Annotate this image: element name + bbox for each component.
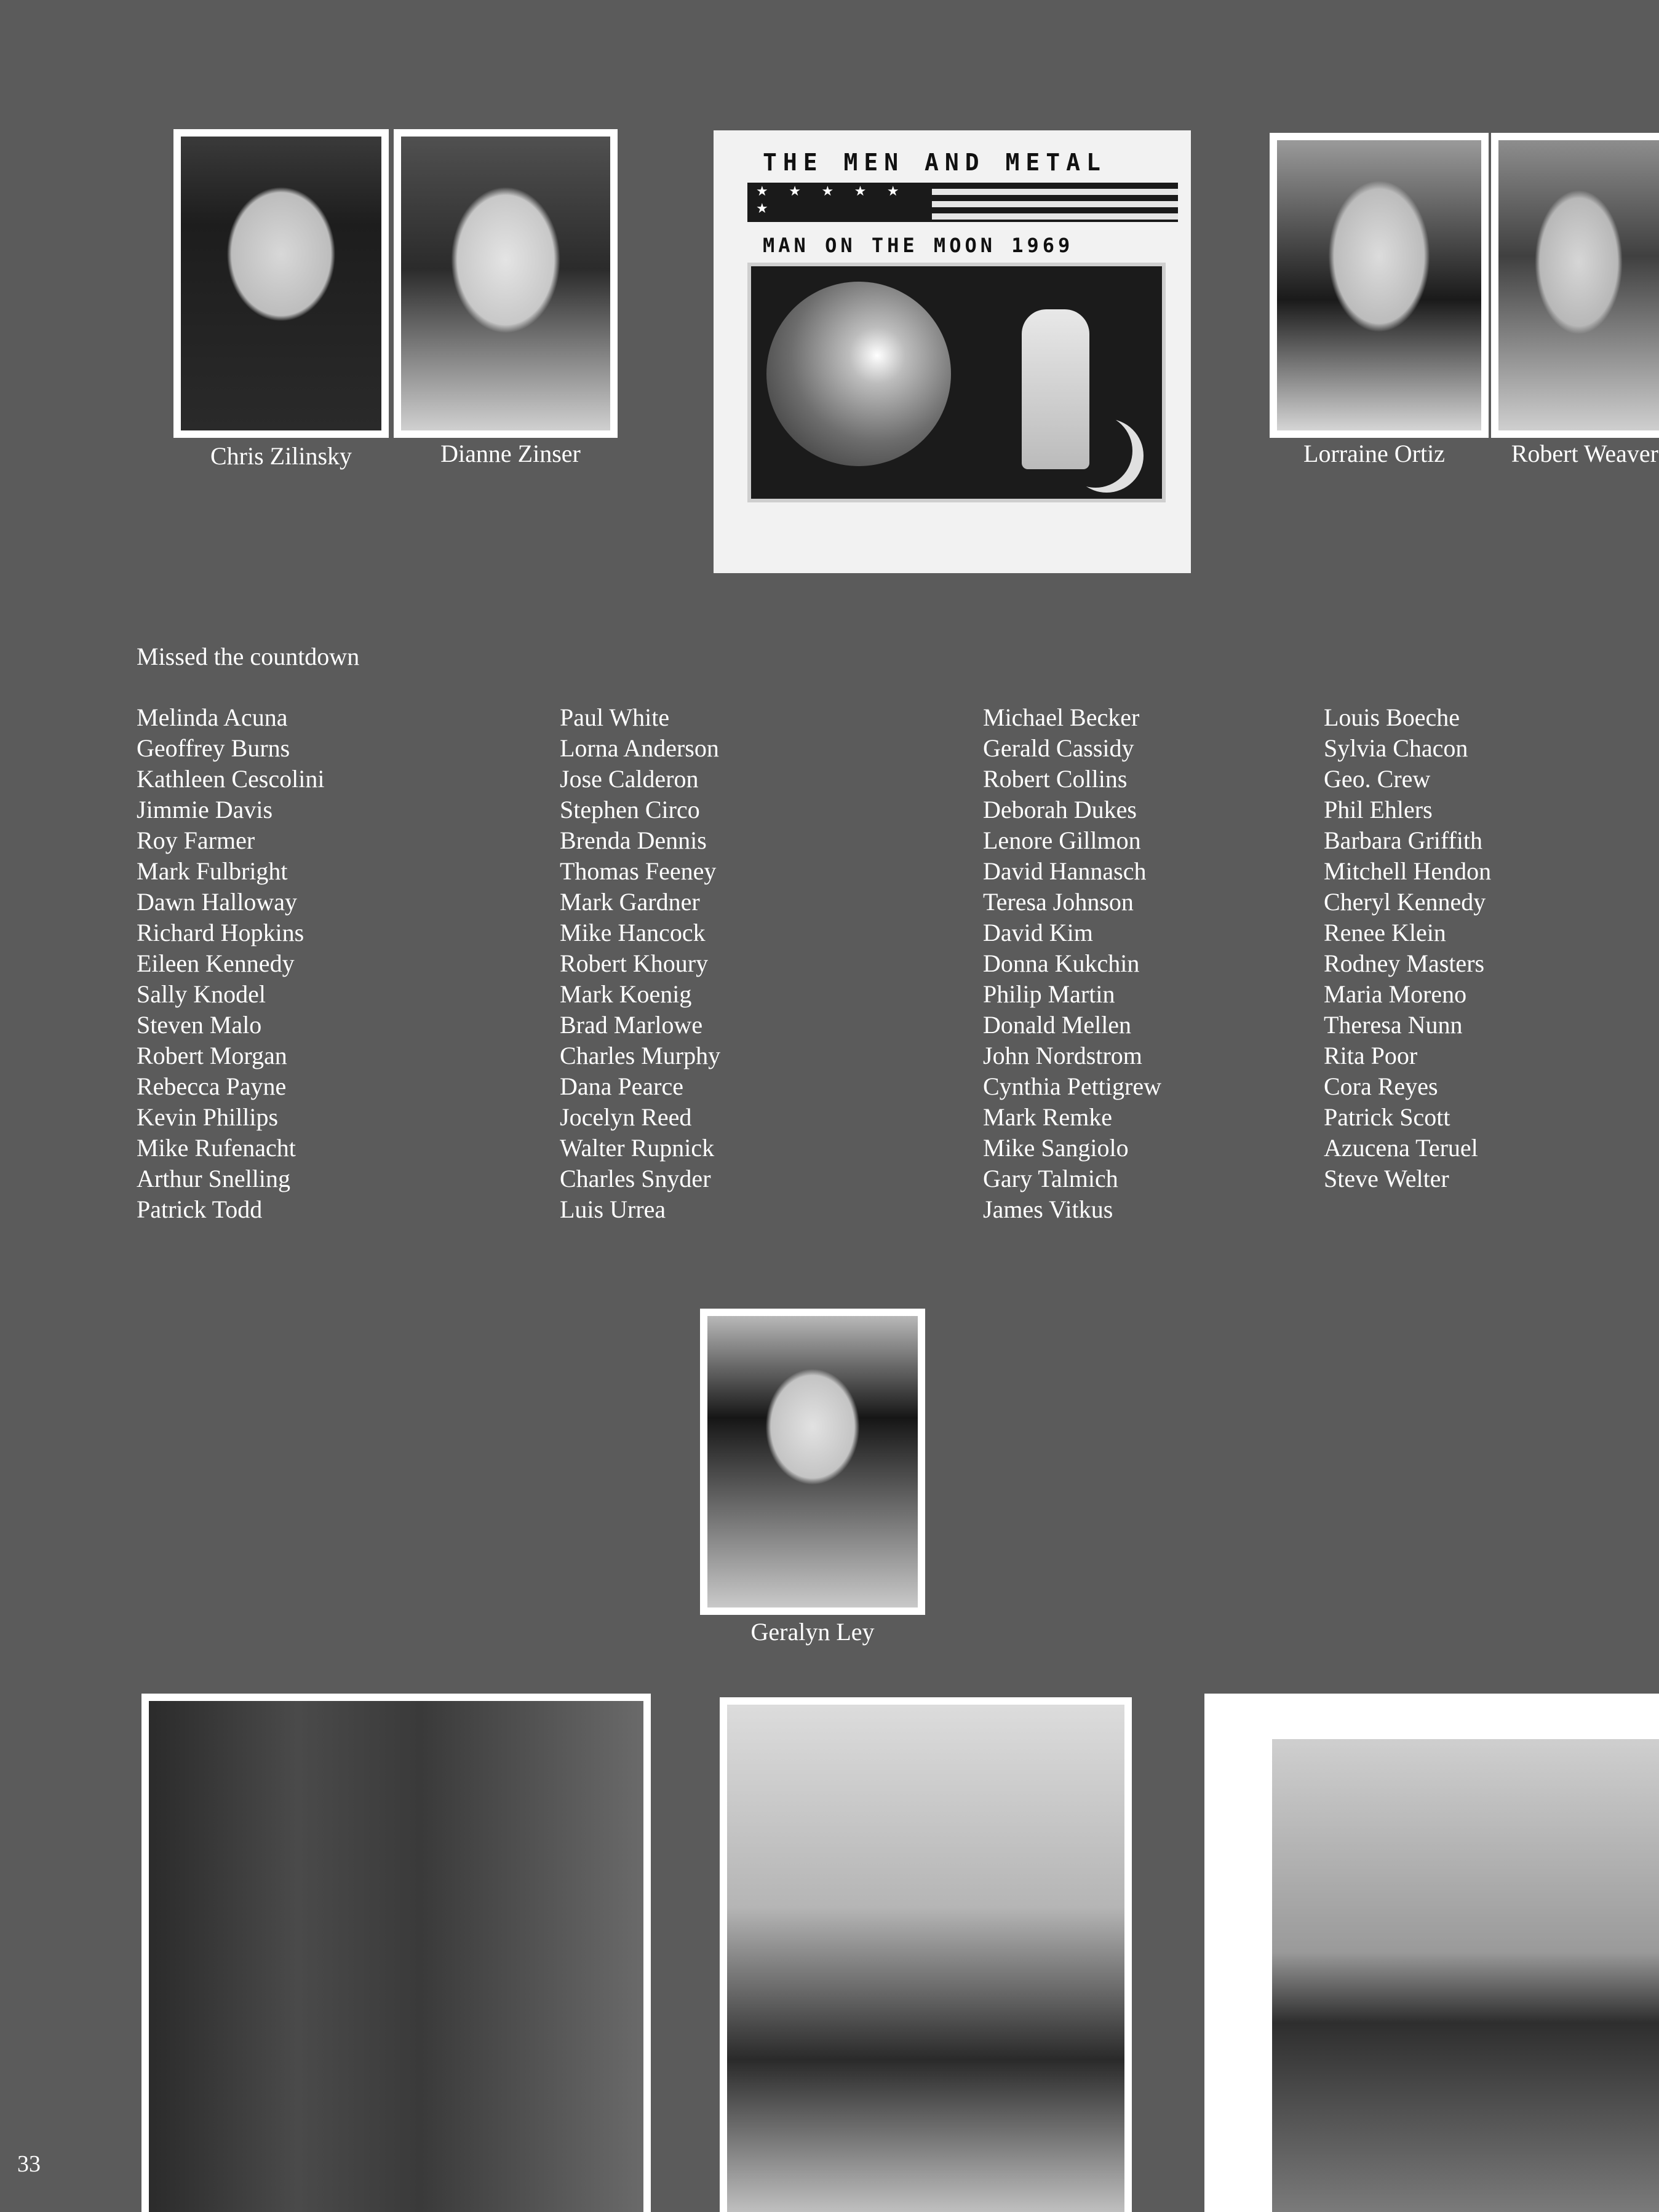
- name-column-3: [983, 702, 1161, 1225]
- list-item: Mark Gardner: [560, 888, 700, 916]
- list-item: Teresa Johnson: [983, 888, 1134, 916]
- list-item: Lorna Anderson: [560, 734, 719, 762]
- portrait-girl-photo: [707, 1316, 918, 1607]
- portrait-chris-zilinsky: [173, 129, 389, 438]
- list-item: James Vitkus: [983, 1195, 1113, 1223]
- list-item: Geo. Crew: [1324, 765, 1431, 793]
- name-column-1: [137, 702, 324, 1225]
- list-item: Jose Calderon: [560, 765, 699, 793]
- list-item: Stephen Circo: [560, 796, 700, 823]
- list-item: Theresa Nunn: [1324, 1011, 1463, 1039]
- list-item: Mark Koenig: [560, 980, 692, 1008]
- caption-lorraine-ortiz: Lorraine Ortiz: [1303, 440, 1445, 467]
- list-item: Patrick Todd: [137, 1195, 263, 1223]
- list-item: Charles Murphy: [560, 1042, 721, 1069]
- list-item: Brad Marlowe: [560, 1011, 703, 1039]
- list-item: Phil Ehlers: [1324, 796, 1433, 823]
- portrait-robert-weaver: [1491, 133, 1659, 438]
- list-item: Brenda Dennis: [560, 827, 707, 854]
- space-scene: [747, 263, 1166, 502]
- list-item: Arthur Snelling: [137, 1165, 290, 1192]
- portrait-dianne-zinser: [394, 129, 618, 438]
- list-item: Steven Malo: [137, 1011, 262, 1039]
- portrait-girl-photo: [1277, 140, 1481, 430]
- office-scene: [149, 1701, 643, 2212]
- classroom-photo: [1204, 1694, 1659, 2212]
- list-item: Mike Sangiolo: [983, 1134, 1129, 1162]
- list-item: Donald Mellen: [983, 1011, 1132, 1039]
- poster-subtitle: MAN ON THE MOON 1969: [763, 234, 1074, 257]
- list-item: Thomas Feeney: [560, 857, 717, 885]
- page-number: 33: [17, 2151, 41, 2177]
- list-item: Charles Snyder: [560, 1165, 711, 1192]
- portrait-geralyn-ley: [700, 1309, 925, 1615]
- crescent-moon-graphic: [1059, 414, 1132, 488]
- missed-countdown-heading: Missed the countdown: [137, 643, 360, 670]
- list-item: Jimmie Davis: [137, 796, 273, 823]
- name-column-4: [1324, 702, 1491, 1194]
- list-item: Mark Fulbright: [137, 857, 288, 885]
- list-item: Mitchell Hendon: [1324, 857, 1492, 885]
- name-column-2: [560, 702, 720, 1225]
- list-item: Robert Khoury: [560, 949, 709, 977]
- list-item: Renee Klein: [1324, 919, 1446, 946]
- portrait-boy-photo: [181, 137, 381, 430]
- list-item: David Hannasch: [983, 857, 1147, 885]
- caption-robert-weaver: Robert Weaver: [1511, 440, 1658, 467]
- list-item: Louis Boeche: [1324, 704, 1460, 731]
- list-item: Luis Urrea: [560, 1195, 666, 1223]
- list-item: Mike Hancock: [560, 919, 706, 946]
- list-item: Paul White: [560, 704, 670, 731]
- list-item: Sally Knodel: [137, 980, 266, 1008]
- list-item: Cora Reyes: [1324, 1072, 1438, 1100]
- list-item: Lenore Gillmon: [983, 827, 1141, 854]
- list-item: John Nordstrom: [983, 1042, 1142, 1069]
- list-item: Sylvia Chacon: [1324, 734, 1468, 762]
- list-item: Cheryl Kennedy: [1324, 888, 1486, 916]
- list-item: Michael Becker: [983, 704, 1140, 731]
- classroom-scene: [1272, 1739, 1659, 2212]
- list-item: Richard Hopkins: [137, 919, 304, 946]
- list-item: Maria Moreno: [1324, 980, 1467, 1008]
- list-item: Dana Pearce: [560, 1072, 683, 1100]
- portrait-lorraine-ortiz: [1270, 133, 1489, 438]
- list-item: Patrick Scott: [1324, 1103, 1450, 1131]
- list-item: David Kim: [983, 919, 1093, 946]
- list-item: Steve Welter: [1324, 1165, 1449, 1192]
- list-item: Azucena Teruel: [1324, 1134, 1478, 1162]
- list-item: Kevin Phillips: [137, 1103, 279, 1131]
- teacher-photo: [720, 1697, 1132, 2212]
- list-item: Cynthia Pettigrew: [983, 1072, 1161, 1100]
- list-item: Barbara Griffith: [1324, 827, 1483, 854]
- list-item: Geoffrey Burns: [137, 734, 290, 762]
- list-item: Robert Morgan: [137, 1042, 287, 1069]
- list-item: Rebecca Payne: [137, 1072, 287, 1100]
- portrait-boy-photo: [1498, 140, 1659, 430]
- earth-graphic: [766, 282, 951, 466]
- portrait-girl-photo: [401, 137, 610, 430]
- list-item: Jocelyn Reed: [560, 1103, 692, 1131]
- list-item: Rodney Masters: [1324, 949, 1485, 977]
- caption-chris-zilinsky: Chris Zilinsky: [210, 442, 352, 470]
- list-item: Melinda Acuna: [137, 704, 288, 731]
- list-item: Roy Farmer: [137, 827, 255, 854]
- list-item: Mike Rufenacht: [137, 1134, 296, 1162]
- caption-geralyn-ley: Geralyn Ley: [750, 1618, 875, 1646]
- flag-stars: ★ ★ ★ ★ ★ ★: [747, 183, 932, 222]
- list-item: Gerald Cassidy: [983, 734, 1134, 762]
- list-item: Donna Kukchin: [983, 949, 1140, 977]
- list-item: Mark Remke: [983, 1103, 1112, 1131]
- list-item: Dawn Halloway: [137, 888, 298, 916]
- moon-poster-photo: [714, 130, 1191, 573]
- list-item: Robert Collins: [983, 765, 1128, 793]
- list-item: Walter Rupnick: [560, 1134, 715, 1162]
- flag-graphic: [747, 183, 1178, 222]
- poster-title: THE MEN AND METAL: [763, 149, 1107, 176]
- list-item: Gary Talmich: [983, 1165, 1118, 1192]
- caption-dianne-zinser: Dianne Zinser: [440, 440, 581, 467]
- office-photo: [141, 1694, 651, 2212]
- list-item: Philip Martin: [983, 980, 1115, 1008]
- list-item: Eileen Kennedy: [137, 949, 295, 977]
- list-item: Kathleen Cescolini: [137, 765, 325, 793]
- list-item: Rita Poor: [1324, 1042, 1418, 1069]
- list-item: Deborah Dukes: [983, 796, 1137, 823]
- teacher-scene: [727, 1705, 1124, 2212]
